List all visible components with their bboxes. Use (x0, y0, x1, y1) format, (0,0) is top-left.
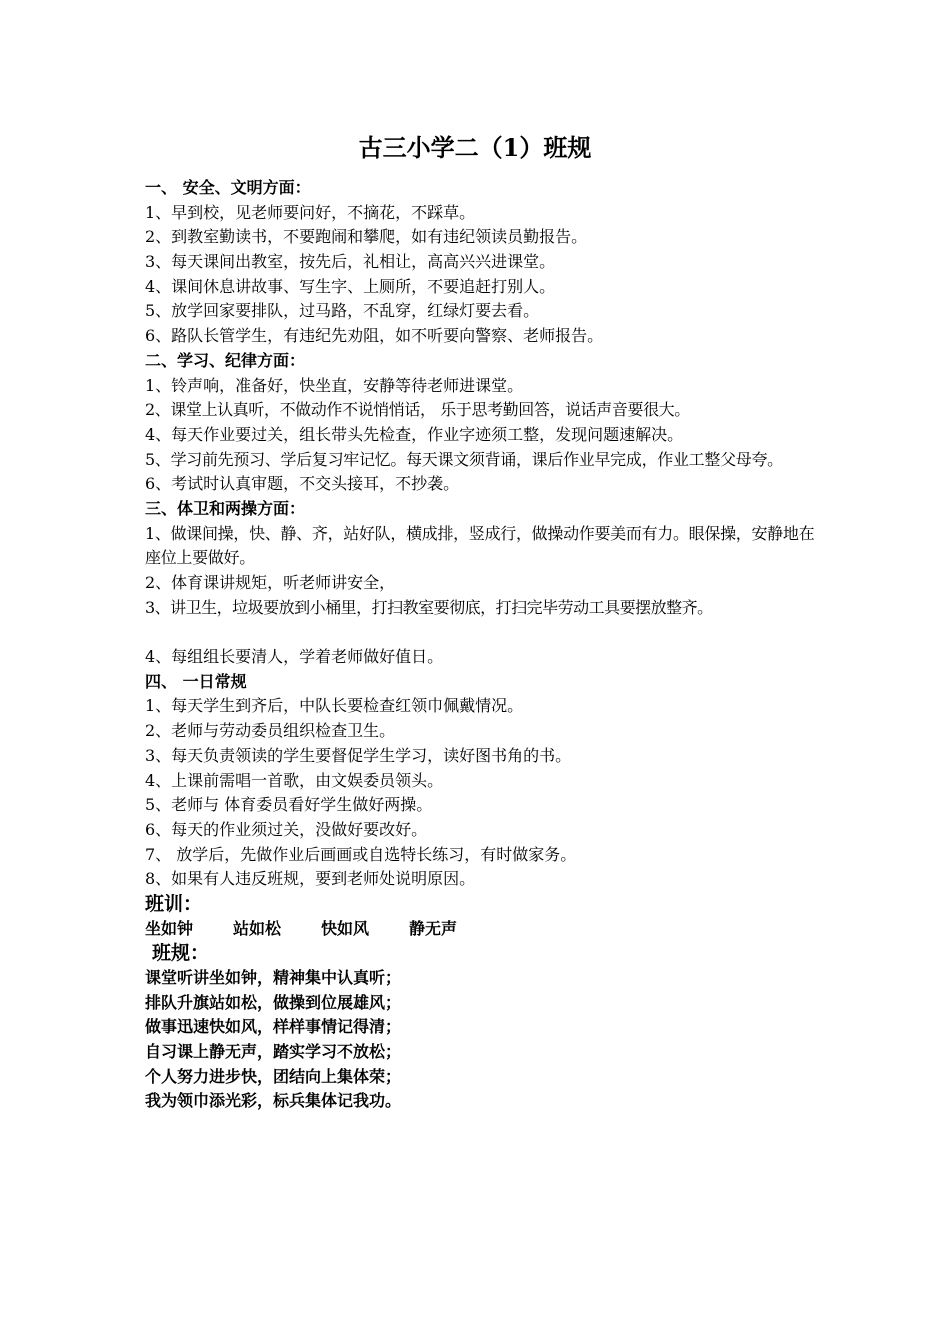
document-body (145, 176, 825, 1114)
list-item: 1、做课间操，快、静、齐，站好队，横成排，竖成行，做操动作要美而有力。眼保操，安静地在座位上要做好。 (145, 523, 815, 568)
rule-line: 排队升旗站如松，做操到位展雄风； (145, 992, 402, 1012)
list-item: 5、放学回家要排队，过马路，不乱穿，红绿灯要去看。 (145, 301, 540, 321)
list-item: 3、讲卫生，垃圾要放到小桶里，打扫教室要彻底，打扫完毕劳动工具要摆放整齐。 (145, 597, 713, 617)
section-heading-daily: 四、 一日常规 (145, 671, 247, 691)
list-item: 2、体育课讲规矩，听老师讲安全， (145, 573, 396, 593)
section-heading-health: 三、体卫和两操方面： (145, 498, 306, 518)
blank-line (145, 620, 825, 645)
list-item: 1、每天学生到齐后，中队长要检查红领巾佩戴情况。 (145, 696, 524, 716)
motto-item: 坐如钟 (145, 918, 194, 938)
section-heading-study: 二、学习、纪律方面： (145, 350, 306, 370)
list-item: 2、到教室勤读书，不要跑闹和攀爬，如有违纪领读员勤报告。 (145, 227, 588, 247)
list-item: 6、每天的作业须过关，没做好要改好。 (145, 819, 428, 839)
list-item: 2、老师与劳动委员组织检查卫生。 (145, 721, 396, 741)
list-item: 4、上课前需唱一首歌，由文娱委员领头。 (145, 770, 444, 790)
motto-item: 站如松 (233, 918, 282, 938)
list-item: 7、 放学后，先做作业后画画或自选特长练习，有时做家务。 (145, 844, 577, 864)
list-item: 2、课堂上认真听，不做动作不说悄悄话， 乐于思考勤回答，说话声音要很大。 (145, 400, 690, 420)
list-item: 6、路队长管学生，有违纪先劝阻，如不听要向警察、老师报告。 (145, 326, 604, 346)
rule-line: 自习课上静无声，踏实学习不放松； (145, 1042, 402, 1062)
motto-item: 静无声 (409, 918, 458, 938)
list-item: 8、如果有人违反班规，要到老师处说明原因。 (145, 869, 476, 889)
rule-line: 做事迅速快如风，样样事情记得清； (145, 1017, 402, 1037)
rule-line: 我为领巾添光彩，标兵集体记我功。 (145, 1091, 402, 1111)
list-item: 3、每天课间出教室，按先后，礼相让，高高兴兴进课堂。 (145, 252, 556, 272)
list-item: 3、每天负责领读的学生要督促学生学习，读好图书角的书。 (145, 745, 572, 765)
list-item: 1、早到校，见老师要问好，不摘花，不踩草。 (145, 202, 476, 222)
list-item: 1、铃声响，准备好，快坐直，安静等待老师进课堂。 (145, 375, 524, 395)
list-item: 5、老师与 体育委员看好学生做好两操。 (145, 795, 433, 815)
rule-line: 课堂听讲坐如钟，精神集中认真听； (145, 968, 402, 988)
list-item: 4、每组组长要清人，学着老师做好值日。 (145, 647, 444, 667)
list-item: 5、学习前先预习、学后复习牢记忆。每天课文须背诵，课后作业早完成，作业工整父母夸。 (145, 449, 783, 469)
motto-row (145, 917, 825, 942)
list-item: 4、课间休息讲故事、写生字、上厕所，不要追赶打别人。 (145, 276, 556, 296)
motto-heading: 班训： (145, 892, 203, 915)
list-item: 6、考试时认真审题，不交头接耳，不抄袭。 (145, 474, 460, 494)
rules-heading: 班规： (152, 942, 210, 965)
motto-item: 快如风 (321, 918, 370, 938)
page-title: 古三小学二（1）班规 (358, 133, 592, 162)
section-heading-safety: 一、 安全、文明方面： (145, 178, 311, 197)
rule-line: 个人努力进步快，团结向上集体荣； (145, 1066, 402, 1086)
list-item: 4、每天作业要过关，组长带头先检查，作业字迹须工整，发现问题速解决。 (145, 424, 684, 444)
